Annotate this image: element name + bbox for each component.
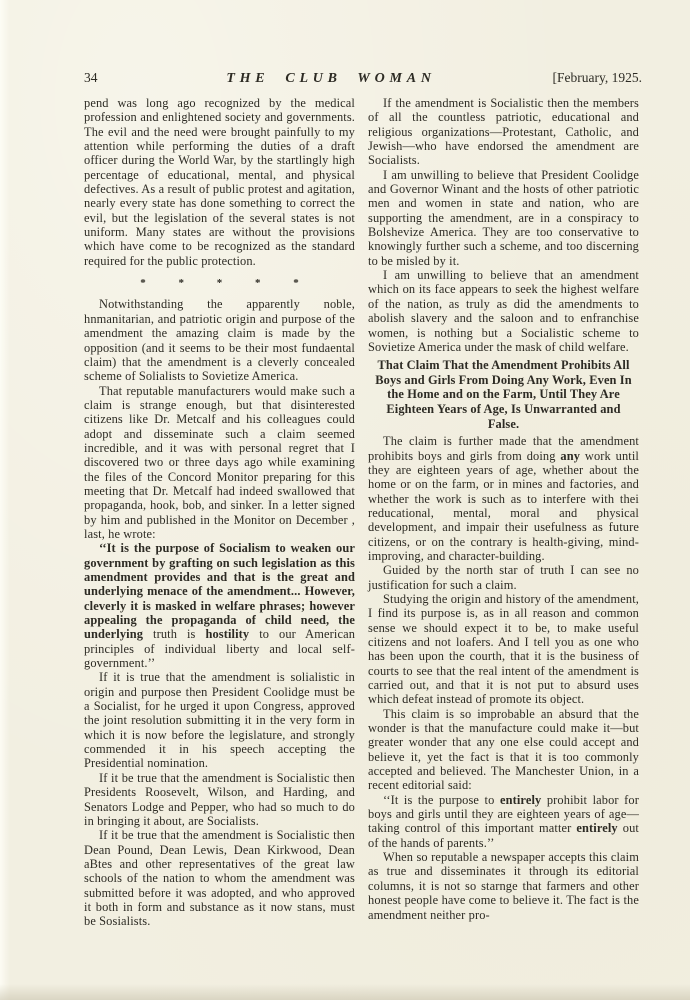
body-text: ‘‘It is the purpose to xyxy=(383,792,500,807)
body-text: If it be true that the amendment is Socialistic then Presidents Roosevelt, Wilson, and Harding, and Senators Lodge and Pepper, who had so much to do in bringing it about, are Socialists. xyxy=(84,770,355,828)
body-text: Notwithstanding the apparently noble, hnmanitarian, and patriotic origin and purpose of the amendment the amazing claim is made by the opposition (and it seems to be their most fundaental claim) that the amendment is a cleverly concealed scheme of Solialists to Sovietize America. xyxy=(84,297,355,384)
paragraph xyxy=(84,670,355,770)
paragraph xyxy=(368,563,639,592)
left-column xyxy=(84,96,355,929)
body-text: When so reputable a newspaper accepts this claim as true and disseminates it through its editorial columns, it is not so starnge that farmers and other honest people have come to believe it. The fact is the amendment neither pro- xyxy=(368,850,639,922)
paragraph xyxy=(84,771,355,828)
right-column xyxy=(368,96,639,929)
paragraph xyxy=(368,434,639,563)
article-body xyxy=(0,87,690,929)
paragraph xyxy=(368,850,639,922)
body-text: I am unwilling to believe that an amendment which on its face appears to seek the highest welfare of the nation, as truly as did the amendments to abolish slavery and the saloon and to enfranchise women, is nothing but a Socialistic scheme to Sovietize America under the mask of child welfare. xyxy=(368,268,639,354)
body-text: If it be true that the amendment is Socialistic then Dean Pound, Dean Lewis, Dean Kirkwood, Dean aBtes and other representatives of the great law schools of the nation to whom the amendment was submitted before it was adopted, and who approved it both in form and substance as it now stans, must be Sosialists. xyxy=(84,828,355,929)
paragraph xyxy=(84,297,355,383)
body-text: to our American principles of individual liberty and local self-government.’’ xyxy=(84,627,356,671)
page-header xyxy=(0,0,690,87)
body-text: pend was long ago recognized by the medical profession and enlightened society and governments. The evil and the need were brought painfully to my attention while performing the duties of a draft officer during the World War, by the startlingly high percentage of educational, mental, and physical defectives. As a result of public protest and agitation, nearly every state has done something to correct the evil, but the legislation of the several states is not uniform. Many states are without the provisions which have come to be recognized as the standard required for the public protection. xyxy=(84,96,355,268)
paragraph xyxy=(84,96,355,268)
body-text: out of the hands of parents.’’ xyxy=(368,821,639,850)
section-separator: * * * * * xyxy=(140,277,314,290)
paragraph xyxy=(368,707,639,793)
paragraph xyxy=(368,96,639,168)
page-number: 34 xyxy=(84,70,98,85)
emphasized-text: any xyxy=(560,448,581,463)
body-text: The claim is further made that the amendment prohibits boys and girls from doing xyxy=(368,434,639,463)
issue-date: [February, 1925. xyxy=(552,70,642,85)
body-text: I am unwilling to believe that President Coolidge and Governor Winant and the hosts of other patriotic men and women in state and nation, who are supporting the amendment, are in a conspiracy to Bolshevize America. They are too conservative to knowingly further such a scheme, and too discerning to be misled by it. xyxy=(368,167,639,268)
body-text: If the amendment is Socialistic then the members of all the countless patriotic, educational and religious organizations—Protestant, Catholic, and Jewish—who have endorsed the amendment are Socialists. xyxy=(368,96,639,168)
paragraph xyxy=(84,828,355,928)
paragraph xyxy=(368,592,639,707)
body-text: This claim is so improbable an absurd that the wonder is that the manufacture could make it—but greater wonder that any one else could accept and believe it, yet the fact is that it is too commonly accepted and believed. The Manchester Union, in a recent editorial said: xyxy=(368,706,639,793)
body-text: Studying the origin and history of the amendment, I find its purpose is, as in all reason and common sense we should expect it to be, to make useful citizens and not loafers. And I tell you as one who has been upon the courth, that it is the business of courts to see that the real intent of the amendment is carried out, and that it is not put to absurd uses which defeat instead of promote its object. xyxy=(368,591,639,707)
paragraph xyxy=(368,793,639,850)
paragraph xyxy=(368,268,639,354)
emphasized-text: entirely xyxy=(576,821,618,836)
emphasized-text: entirely xyxy=(499,792,542,807)
paragraph xyxy=(368,168,639,268)
paragraph xyxy=(84,541,355,670)
body-text: If it is true that the amendment is solialistic in origin and purpose then President Coolidge must be a Socialist, for he urged it upon Congress, approved the joint resolution submitting it in the very form in which it is now before the legislature, and strongly commended it in his speech accepting the Presidential nomination. xyxy=(84,670,355,771)
body-text: prohibit labor for boys and girls until they are eighteen years of age—taking control of this important matter xyxy=(368,792,640,836)
body-text: truth is xyxy=(153,627,206,642)
section-heading xyxy=(368,358,639,431)
emphasized-text: That Claim That the Amendment Prohibits All Boys and Girls From Doing Any Work, Even In the Home and on the Farm, Until They Are Eighteen Years of Age, Is Unwarranted and False. xyxy=(375,358,632,431)
journal-title: THE CLUB WOMAN xyxy=(226,71,436,86)
paragraph xyxy=(84,384,355,542)
emphasized-text: ‘‘It is the purpose of Socialism to weaken our government by grafting on such legislation as this amendment provides and that is the great and underlying menace of the amendment... However, cleverly it is masked in welfare phrases; however appealing the propaganda of child need, the underlying xyxy=(84,541,355,642)
emphasized-text: hostility xyxy=(205,627,260,642)
body-text: Guided by the north star of truth I can see no justification for such a claim. xyxy=(368,563,639,592)
body-text: That reputable manufacturers would make such a claim is strange enough, but that disinterested citizens like Dr. Metcalf and his colleagues could adopt and disseminate such a claim seemed incredible, and it was with personal regret that I discovered two or three days ago while examining the files of the Concord Monitor preparing for this meeting that Dr. Metcalf had indeed swallowed that propaganda, hook, bob, and sinker. In a letter signed by him and published in the Monitor on December , last, he wrote: xyxy=(84,383,355,541)
body-text: work until they are eighteen years of age, whether about the home or on the farm, or in mines and factories, and whether the work is such as to interfere with thei reducational, mental, moral and physical development, and impair their usefulness as future citizens, or on the contrary is health-giving, mind-improving, and character-building. xyxy=(368,448,640,563)
